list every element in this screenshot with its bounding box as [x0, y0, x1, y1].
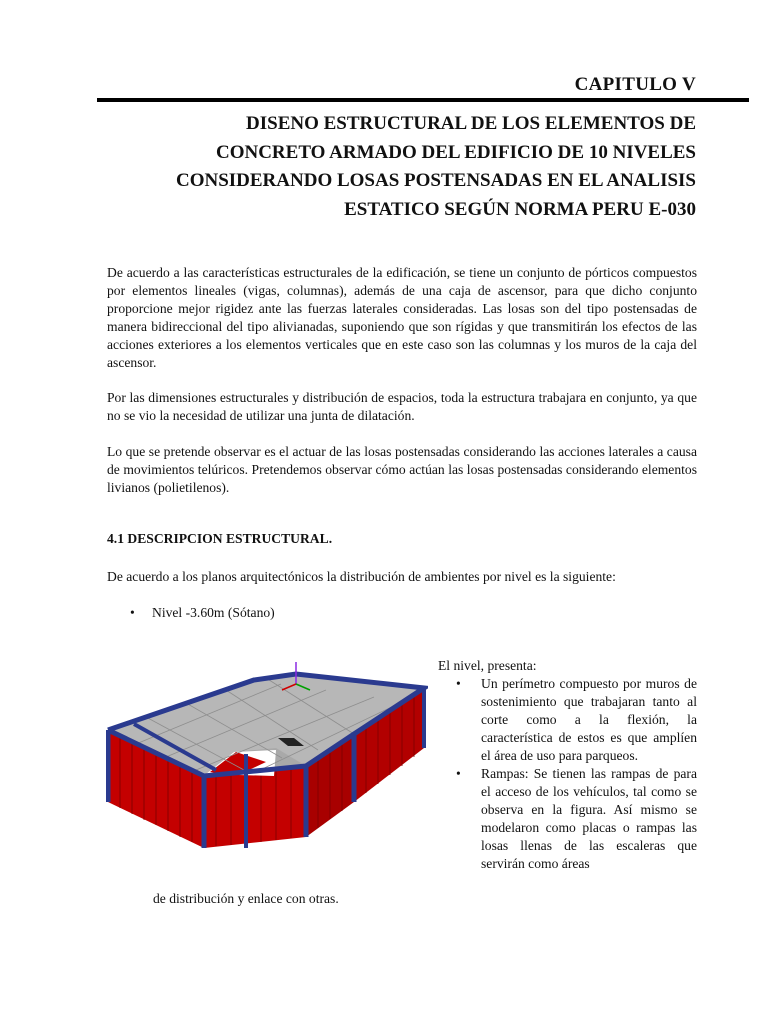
paragraph-structure: De acuerdo a las características estructurales de la edificación, se tiene un conjunto de pórticos compuestos por elementos lineales (vigas, columnas), además de una caja de ascensor, para que dicho conjunto proporcione mejor rigidez ante las fuerzas laterales consideradas. Las losas son del tipo postensadas de manera bidireccional del tipo alivianadas, suponiendo que son rígidas y que transmitirán los efectos de las acciones exteriores a los elementos verticales que en este caso son las columnas y los muros de la caja del ascensor.: [107, 265, 697, 370]
continuation-text: de distribución y enlace con otras.: [153, 891, 339, 906]
title-line-3: CONSIDERANDO LOSAS POSTENSADAS EN EL ANALISIS: [175, 170, 696, 191]
title-line-4: ESTATICO SEGÚN NORMA PERU E-030: [344, 198, 696, 220]
paragraph-joint: Por las dimensiones estructurales y distribución de espacios, toda la estructura trabajara en conjunto, ya que no se vio la necesidad de utilizar una junta de dilatación.: [107, 390, 697, 423]
basement-3d-model-figure: [106, 652, 428, 878]
level-bullet: [130, 605, 275, 621]
side-list: [438, 675, 697, 873]
section-intro: De acuerdo a los planos arquitectónicos la distribución de ambientes por nivel es la siguiente:: [107, 569, 616, 584]
side-intro: El nivel, presenta:: [438, 658, 537, 673]
bullet-dot: •: [456, 766, 461, 781]
paragraph-objective: Lo que se pretende observar es el actuar de las losas postensadas considerando las acciones laterales a causa de movimientos telúricos. Pretendemos observar cómo actúan las losas postensadas considerando elementos livianos (polietilenos).: [107, 444, 697, 495]
side-item-text: Un perímetro compuesto por muros de sostenimiento que trabajaran tanto al corte como a la flexión, la característica de estos es que amplíen el área de uso para parqueos.: [481, 676, 697, 763]
level-label: Nivel -3.60m (Sótano): [152, 605, 275, 620]
bullet-dot: •: [130, 605, 135, 620]
level-description: [438, 657, 697, 873]
title-line-2: CONCRETO ARMADO DEL EDIFICIO DE 10 NIVELES: [215, 141, 696, 163]
side-item-walls: [438, 675, 697, 765]
chapter-title: [76, 110, 696, 224]
heading-rule: [97, 98, 749, 102]
section-heading: 4.1 DESCRIPCION ESTRUCTURAL.: [107, 531, 333, 546]
chapter-heading: CAPITULO V: [574, 74, 696, 95]
side-item-ramps: [438, 765, 697, 873]
side-item-text: Rampas: Se tienen las rampas de para el acceso de los vehículos, tal como se observa en la figura. Así mismo se modelaron como placas o rampas las losas llenas de las escaleras que servirán como áreas: [481, 766, 697, 871]
title-line-1: DISENO ESTRUCTURAL DE LOS ELEMENTOS DE: [246, 113, 696, 134]
bullet-dot: •: [456, 676, 461, 691]
